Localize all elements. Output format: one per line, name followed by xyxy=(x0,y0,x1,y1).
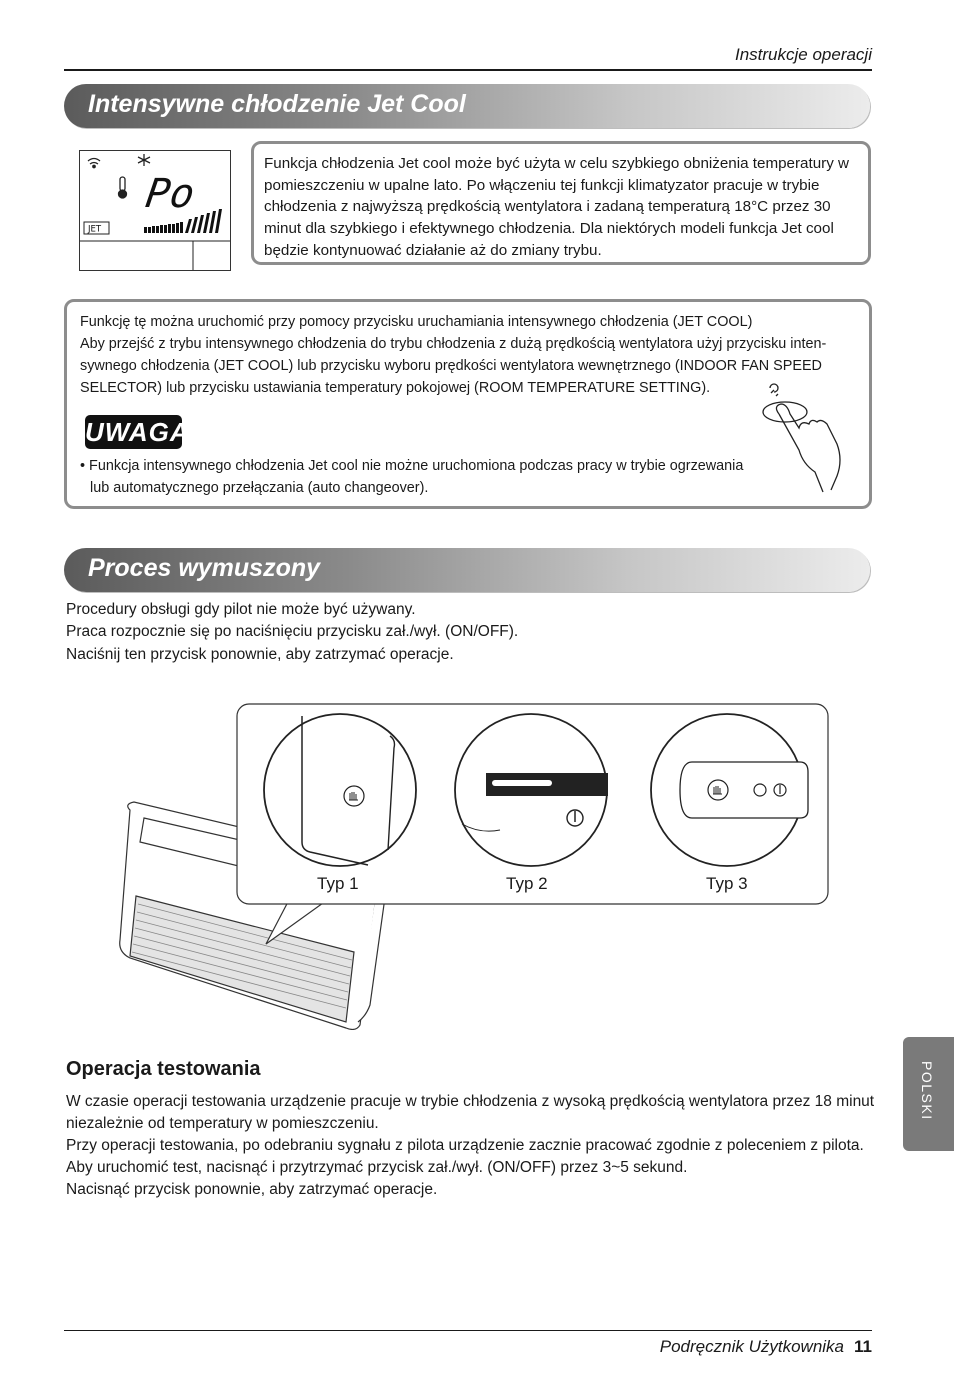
lcd-mode-readout: Po xyxy=(142,171,198,217)
footer xyxy=(660,1337,872,1357)
unit-drawing xyxy=(100,700,840,1030)
forced-operation-intro xyxy=(66,599,518,666)
type2-closeup xyxy=(455,714,608,866)
caution-note xyxy=(80,455,760,499)
type2-label: Typ 2 xyxy=(506,874,548,893)
intro-line: Procedury obsługi gdy pilot nie może być używany. xyxy=(66,601,416,618)
intro-line: Naciśnij ten przycisk ponownie, aby zatrzymać operacje. xyxy=(66,645,454,663)
snowflake-icon xyxy=(138,154,150,166)
instruction-line: SELECTOR) lub przycisku ustawiania temperatury pokojowej (ROOM TEMPERATURE SETTING). xyxy=(80,380,711,396)
caution-line: • Funkcja intensywnego chłodzenia Jet cool nie możne uruchomiona podczas pracy w trybie ogrzewania xyxy=(80,458,744,474)
lcd-graphic xyxy=(80,151,230,270)
instruction-line: Aby przejść z trybu intensywnego chłodzenia do trybu chłodzenia z dużą prędkością wentylatora użyj przycisku inten- xyxy=(80,336,827,352)
test-line: Przy operacji testowania, po odebraniu sygnału z pilota urządzenie zacznie pracować zgodnie z poleceniem z pilota. xyxy=(66,1137,864,1154)
footer-label: Podręcznik Użytkownika xyxy=(659,1337,845,1356)
signal-icon xyxy=(88,159,100,168)
top-rule xyxy=(64,69,872,71)
test-line: Aby uruchomić test, nacisnąć i przytrzymać przycisk zał./wył. (ON/OFF) przez 3~5 sekund. xyxy=(66,1159,688,1176)
test-operation-body xyxy=(66,1091,876,1201)
test-line: W czasie operacji testowania urządzenie pracuje w trybie chłodzenia z wysoką prędkością wentylatora przez 18 minut niezależnie od temperatury w pomieszczeniu. xyxy=(66,1093,875,1132)
language-tab xyxy=(903,1037,954,1151)
header-title: Instrukcje operacji xyxy=(734,45,872,64)
indoor-unit-illustration xyxy=(100,700,840,1030)
bottom-rule xyxy=(64,1330,872,1331)
jet-cool-instructions-box xyxy=(64,299,872,509)
test-line: Nacisnąć przycisk ponownie, aby zatrzymać operacje. xyxy=(66,1181,438,1198)
caution-label: UWAGA xyxy=(85,417,190,447)
lcd-display xyxy=(79,150,231,271)
section-banner-jet-cool xyxy=(64,84,870,128)
section-banner-forced-operation xyxy=(64,548,870,592)
jet-badge: JET xyxy=(88,224,102,235)
section-title-jet-cool: Intensywne chłodzenie Jet Cool xyxy=(88,90,466,118)
jet-cool-description: Funkcja chłodzenia Jet cool może być użyta w celu szybkiego obniżenia temperatury w pomieszczeniu w upalne lato. Po włączeniu tej funkcji klimatyzator pracuje w trybie chłodzenia z najwyższą prędkością wentylatora i zadaną temperaturą 18°C przez 30 minut dla szybkiego i efektywnego chłodzenia. Dla niektórych modeli funkcja Jet cool będzie kontynuować działanie aż do zmiany trybu. xyxy=(264,155,850,259)
type1-closeup xyxy=(264,714,416,866)
jet-cool-description-box xyxy=(251,141,871,265)
type3-label: Typ 3 xyxy=(706,874,748,893)
instruction-line: Funkcję tę można uruchomić przy pomocy przycisku uruchamiania intensywnego chłodzenia (JET COOL) xyxy=(80,314,753,330)
language-tab-label: POLSKI xyxy=(919,1061,935,1121)
jet-cool-instructions xyxy=(80,311,850,399)
test-operation-title: Operacja testowania xyxy=(66,1058,261,1080)
intro-line: Praca rozpocznie się po naciśnięciu przycisku zał./wył. (ON/OFF). xyxy=(66,623,519,641)
caution-line: lub automatycznego przełączania (auto changeover). xyxy=(90,480,429,496)
page-number: 11 xyxy=(854,1337,872,1356)
instruction-line: sywnego chłodzenia (JET COOL) lub przycisku wyboru prędkości wentylatora wewnętrznego (INDOOR FAN SPEED xyxy=(80,358,822,374)
section-title-forced-operation: Proces wymuszony xyxy=(88,554,321,582)
hand-pressing-button-icon xyxy=(757,380,857,500)
type1-label: Typ 1 xyxy=(317,874,359,893)
thermometer-icon xyxy=(119,177,127,198)
